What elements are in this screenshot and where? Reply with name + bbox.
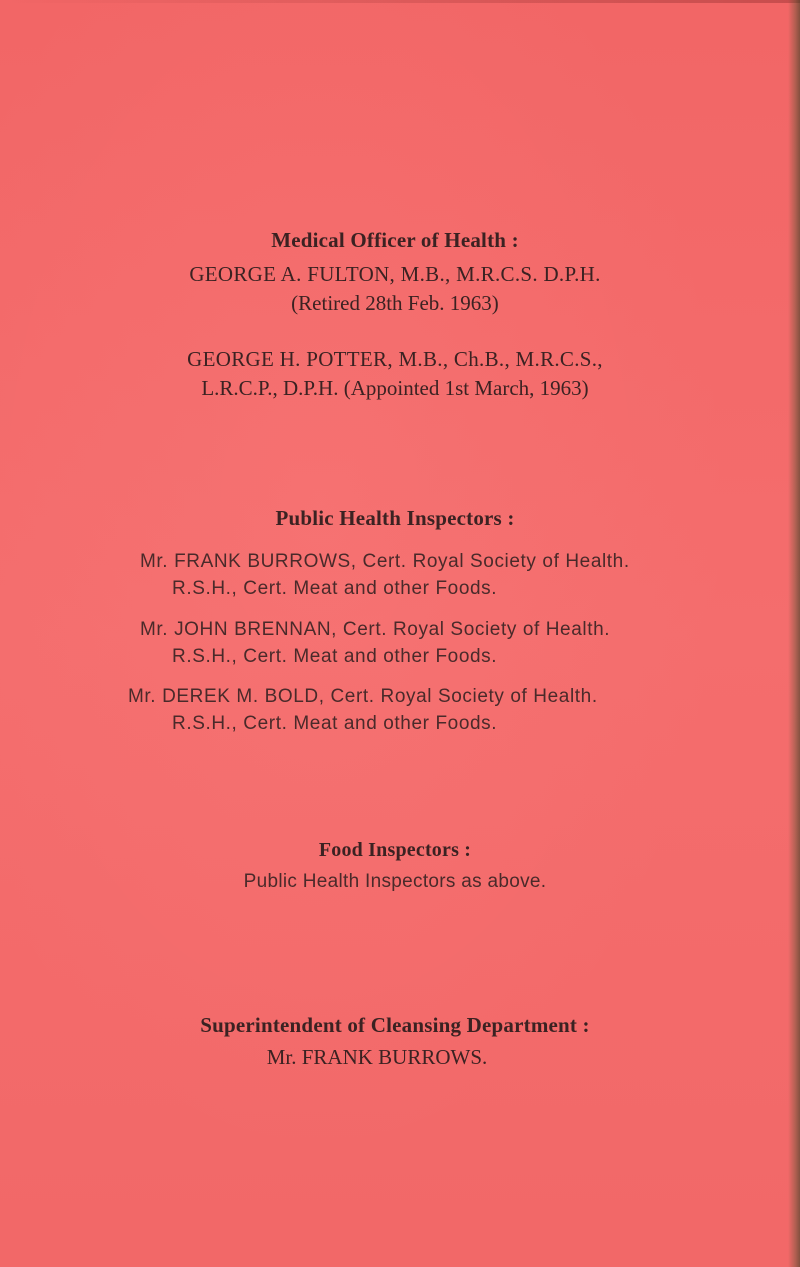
inspector-2-name: Mr. JOHN BRENNAN, Cert. Royal Society of Health. — [140, 619, 611, 640]
public-health-inspectors-heading: Public Health Inspectors : — [275, 506, 515, 530]
cleansing-heading: Superintendent of Cleansing Department : — [200, 1013, 590, 1037]
inspector-3-qualification: R.S.H., Cert. Meat and other Foods. — [172, 713, 498, 734]
inspector-entry-1 — [140, 548, 780, 602]
officer-2-name: GEORGE H. POTTER, M.B., Ch.B., M.R.C.S., — [187, 347, 603, 371]
inspector-1-qualification: R.S.H., Cert. Meat and other Foods. — [172, 578, 498, 599]
inspector-3-name: Mr. DEREK M. BOLD, Cert. Royal Society of Health. — [128, 686, 598, 707]
officer-1-note: (Retired 28th Feb. 1963) — [291, 291, 499, 315]
food-inspectors-text: Public Health Inspectors as above. — [243, 871, 547, 892]
officer-1-name: GEORGE A. FULTON, M.B., M.R.C.S. D.P.H. — [189, 262, 601, 286]
food-inspectors-heading: Food Inspectors : — [318, 839, 472, 861]
medical-officer-heading: Medical Officer of Health : — [271, 228, 519, 252]
inspector-entry-3 — [128, 683, 778, 737]
page-top-edge — [0, 0, 800, 3]
inspector-entry-2 — [140, 616, 780, 670]
cleansing-superintendent: Mr. FRANK BURROWS. — [266, 1045, 488, 1069]
inspector-1-name: Mr. FRANK BURROWS, Cert. Royal Society of Health. — [140, 551, 630, 572]
inspector-2-qualification: R.S.H., Cert. Meat and other Foods. — [172, 646, 498, 667]
page-binding-edge — [788, 0, 800, 1267]
officer-2-note: L.R.C.P., D.P.H. (Appointed 1st March, 1963) — [201, 376, 589, 400]
